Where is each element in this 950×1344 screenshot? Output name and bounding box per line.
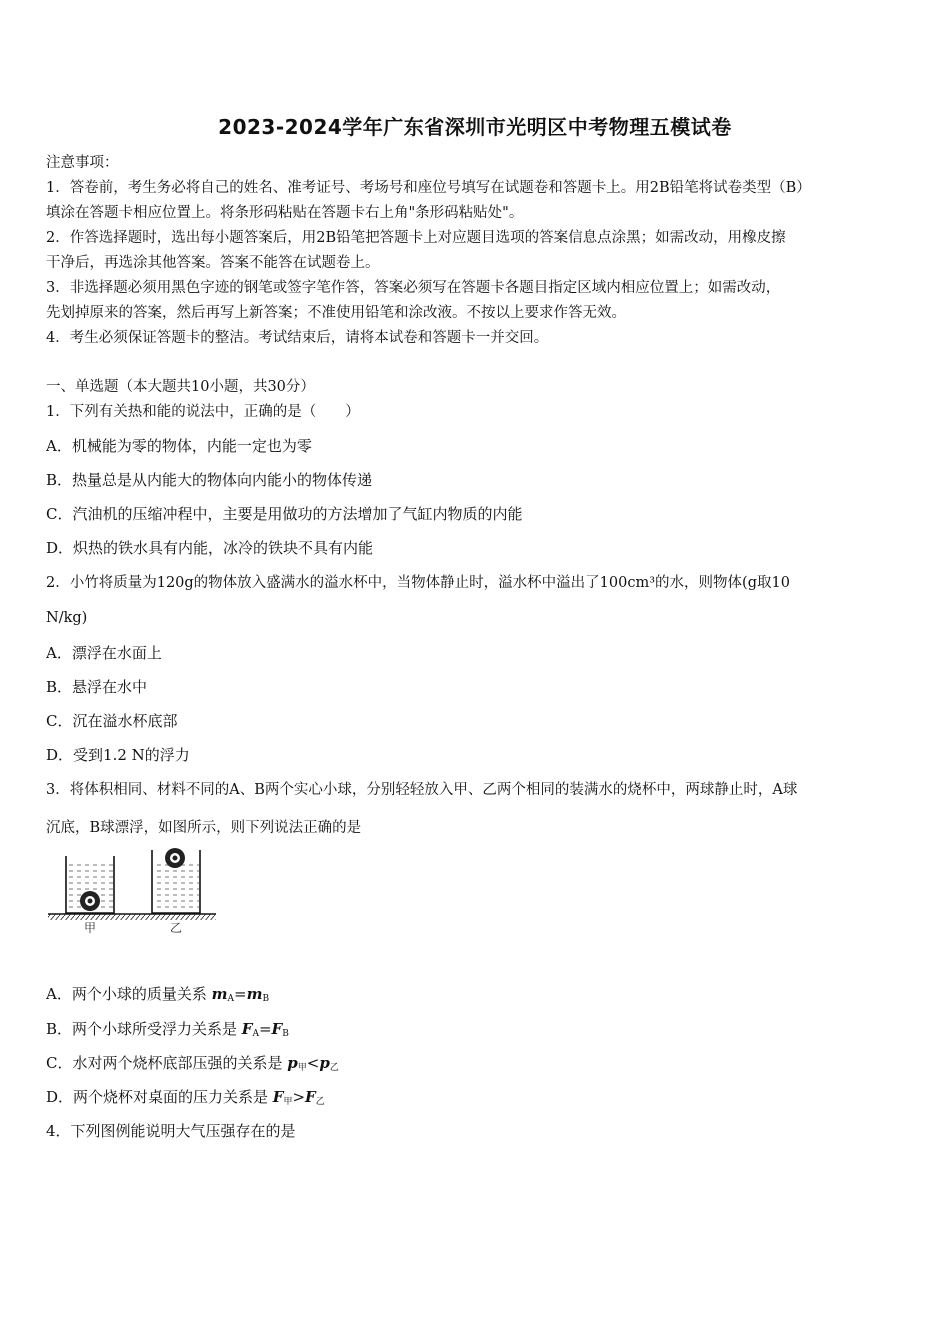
q2-stem: 2．小竹将质量为120g的物体放入盛满水的溢水杯中，当物体静止时，溢水杯中溢出了100cm³的水，则物体(g取10 [46,575,790,591]
q3-option-c [46,1053,916,1078]
label-jia: 甲 [84,921,97,934]
subscript: 乙 [329,1063,339,1073]
notice-line: 1．答卷前，考生务必将自己的姓名、准考证号、考场号和座位号填写在试题卷和答题卡上。用2B铅笔将试卷类型（B） [46,180,811,196]
beakers-figure [44,844,220,934]
q3-option-a [46,984,916,1009]
q2-option-c: C．沉在溢水杯底部 [46,712,178,730]
option-text: A．两个小球的质量关系 [46,985,212,1003]
q3-option-b [46,1019,916,1044]
notice-heading: 注意事项： [46,155,119,171]
section-heading: 一、单选题（本大题共10小题，共30分） [46,379,315,395]
notice-line: 先划掉原来的答案，然后再写上新答案；不准使用铅笔和涂改液。不按以上要求作答无效。 [46,305,626,321]
var: F [241,1020,253,1038]
subscript: B [262,994,270,1004]
q2-option-a: A．漂浮在水面上 [46,644,162,662]
q1-option-b: B．热量总是从内能大的物体向内能小的物体传递 [46,471,373,489]
var: m [246,985,263,1003]
q2-option-d: D．受到1.2 N的浮力 [46,746,190,764]
subscript: 乙 [315,1097,325,1107]
option-text: B．两个小球所受浮力关系是 [46,1020,242,1038]
beaker-jia [66,856,114,913]
table-surface [48,914,216,920]
notice-line: 填涂在答题卡相应位置上。将条形码粘贴在答题卡右上角"条形码粘贴处"。 [46,205,524,221]
subscript: B [282,1029,289,1039]
option-text: D．两个烧杯对桌面的压力关系是 [46,1088,273,1106]
q2-stem-cont: N/kg) [46,610,88,626]
operator: < [306,1054,320,1072]
q3-option-d [46,1087,916,1112]
q2-option-b: B．悬浮在水中 [46,678,148,696]
q4-stem: 4．下列图例能说明大气压强存在的是 [46,1122,296,1140]
q1-option-a: A．机械能为零的物体，内能一定也为零 [46,437,312,455]
notice-line: 2．作答选择题时，选出每小题答案后，用2B铅笔把答题卡上对应题目选项的答案信息点涂黑；如需改动，用橡皮擦 [46,230,786,246]
q1-option-c: C．汽油机的压缩冲程中，主要是用做功的方法增加了气缸内物质的内能 [46,505,523,523]
var: F [272,1088,284,1106]
notice-line: 3．非选择题必须用黑色字迹的钢笔或签字笔作答，答案必须写在答题卡各题目指定区域内相应位置上；如需改动， [46,280,781,296]
var: F [271,1020,283,1038]
operator: > [292,1088,306,1106]
var: p [319,1054,330,1072]
page-title: 2023-2024学年广东省深圳市光明区中考物理五模试卷 [218,115,732,139]
q1-option-d: D．炽热的铁水具有内能，冰冷的铁块不具有内能 [46,539,374,557]
operator: = [233,985,247,1003]
q3-stem-cont: 沉底，B球漂浮，如图所示，则下列说法正确的是 [46,820,362,836]
q3-stem: 3．将体积相同、材料不同的A、B两个实心小球，分别轻轻放入甲、乙两个相同的装满水的烧杯中，两球静止时，A球 [46,782,798,798]
notice-line: 4．考生必须保证答题卡的整洁。考试结束后，请将本试卷和答题卡一并交回。 [46,330,549,346]
var: p [287,1054,298,1072]
subscript: A [252,1029,259,1039]
label-yi: 乙 [170,921,183,934]
notice-line: 干净后，再选涂其他答案。答案不能答在试题卷上。 [46,255,380,271]
subscript: 甲 [297,1063,307,1073]
var: F [305,1088,316,1106]
var: m [211,985,228,1003]
subscript: 甲 [283,1097,293,1107]
option-text: C．水对两个烧杯底部压强的关系是 [46,1054,288,1072]
operator: = [258,1020,272,1038]
subscript: A [227,994,234,1004]
q1-stem: 1．下列有关热和能的说法中，正确的是（ ） [46,404,360,420]
beaker-yi [152,848,200,913]
